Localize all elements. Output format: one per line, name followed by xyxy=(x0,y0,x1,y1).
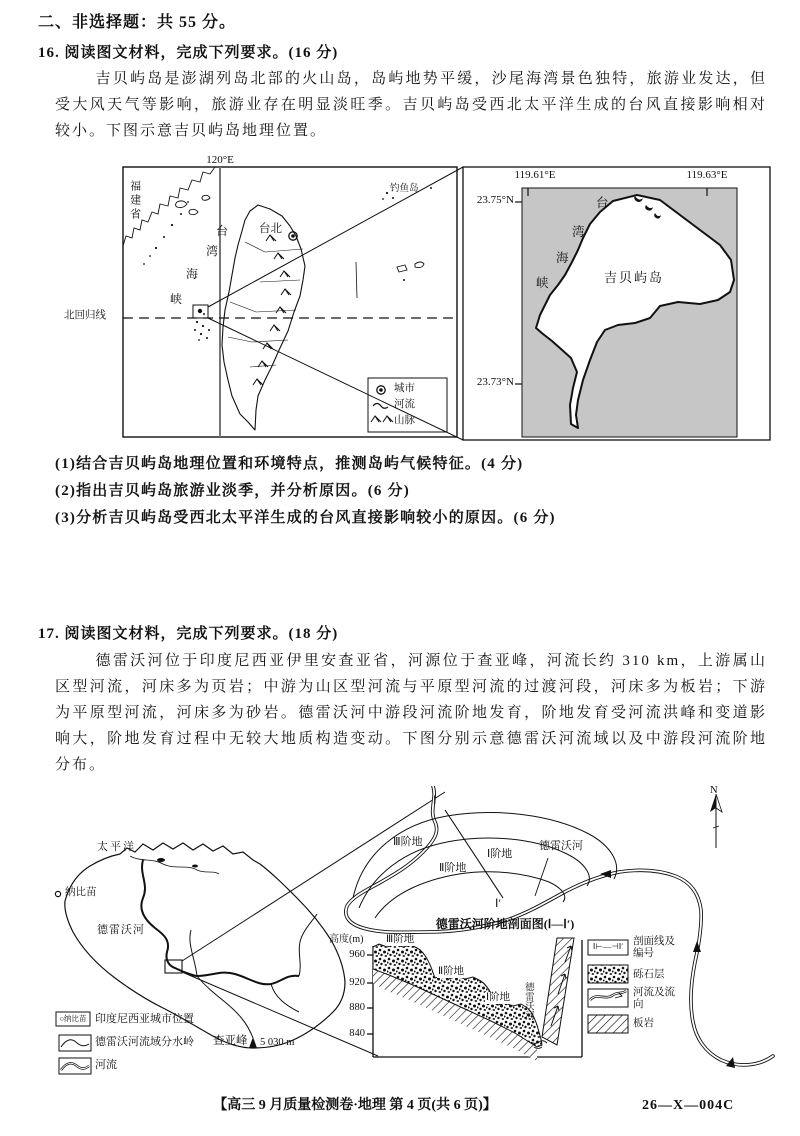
gravel-terraces xyxy=(373,944,542,1047)
strait-char-1: 台 xyxy=(216,224,229,238)
footer-code: 26—X—004C xyxy=(642,1098,735,1113)
jaya-peak-label: 查亚峰 xyxy=(213,1035,248,1047)
section-start-label: Ⅰ xyxy=(433,795,437,807)
tick-880: 880 xyxy=(349,1002,365,1013)
map-terrace-2-label: Ⅱ阶地 xyxy=(439,862,467,874)
inset-strait-char-1: 台 xyxy=(596,196,609,210)
profile-terrace-2-label: Ⅱ阶地 xyxy=(438,966,465,977)
jibei-island-label: 吉贝屿岛 xyxy=(604,270,665,285)
inset-lat-bottom: 23.73°N xyxy=(476,376,514,388)
inset-strait-char-4: 峡 xyxy=(536,276,549,290)
strait-char-3: 海 xyxy=(186,267,199,281)
profile-river-label: 德雷沃河 xyxy=(522,982,533,1020)
river-label-pointer xyxy=(535,858,548,896)
terrace-arcs xyxy=(353,813,617,918)
footer-title: 【高三 9 月质量检测卷·地理 第 4 页(共 6 页)】 xyxy=(213,1098,497,1113)
section-end-label: Ⅰ′ xyxy=(495,898,501,910)
jaya-peak-marker xyxy=(249,1037,257,1048)
inset-lon-right: 119.63°E xyxy=(686,169,728,181)
profile-terrace-1-label: Ⅰ阶地 xyxy=(486,992,511,1003)
q16-number: 16. xyxy=(38,45,60,61)
lon-120e-label: 120°E xyxy=(206,154,234,166)
strait-char-4: 峡 xyxy=(170,292,183,306)
legend-city-symbol-text: ○纳比苗 xyxy=(59,1014,87,1023)
legend-indonesia-city-label: 印度尼西亚城市位置 xyxy=(95,1013,194,1025)
legend-river-label: 河流 xyxy=(394,399,415,410)
q17-material: 德雷沃河位于印度尼西亚伊里安查亚省，河源位于查亚峰，河流长约 310 km，上游属山区型河流，河床多为页岩；中游为山区型河流与平原型河流的过渡河段，河床多为板岩；下游为平原型河流，河床多为砂岩。德雷沃河中游段河流阶地发育，阶地发育受河流洪峰和变道影响大，阶地发育过程中无较大地质构造变动。下图分别示意德雷沃河流域以及中游段河流阶地分布。 xyxy=(55,653,767,773)
legend-section-symbol: Ⅰ⊢—⊣Ⅰ′ xyxy=(592,941,624,951)
legend-mountain-label: 山脉 xyxy=(394,415,415,426)
pacific-label: 太平洋 xyxy=(97,841,136,853)
north-label: N xyxy=(710,785,718,796)
profile-terrace-3-label: Ⅲ阶地 xyxy=(386,934,415,945)
taipei-label: 台北 xyxy=(259,223,282,235)
strait-char-2: 湾 xyxy=(206,244,219,258)
nabire-label: 纳比苗 xyxy=(65,887,97,898)
valley-wall xyxy=(542,938,574,1045)
q16-prompt: 阅读图文材料，完成下列要求。(16 分) xyxy=(64,45,339,61)
q16-figure xyxy=(60,152,775,448)
legend-divide-label: 德雷沃河流域分水岭 xyxy=(95,1036,194,1048)
q16-figure-svg xyxy=(60,152,775,448)
north-arrow xyxy=(710,794,722,848)
tick-840: 840 xyxy=(349,1028,365,1039)
profile-y-label: 高度(m) xyxy=(329,934,364,945)
q16-sub2: (2)指出吉贝屿岛旅游业淡季，并分析原因。(6 分) xyxy=(55,483,410,499)
profile-legend-boxes xyxy=(588,940,628,1033)
legend-river-label-2: 河流 xyxy=(95,1059,117,1071)
q17-prompt-line xyxy=(38,622,338,643)
q17-prompt: 阅读图文材料，完成下列要求。(18 分) xyxy=(64,626,339,642)
derewo-basin-label: 德雷沃河 xyxy=(97,924,145,936)
section-heading: 二、非选择题：共 55 分。 xyxy=(38,14,237,31)
q16-sub3: (3)分析吉贝屿岛受西北太平洋生成的台风直接影响较小的原因。(6 分) xyxy=(55,510,556,526)
legend-flow-label: 河流及流向 xyxy=(633,987,675,1010)
legend-slate-label: 板岩 xyxy=(633,1018,654,1029)
fujian-label: 福建省 xyxy=(128,180,141,222)
q16-sub1: (1)结合吉贝屿岛地理位置和环境特点，推测岛屿气候特征。(4 分) xyxy=(55,456,524,472)
jaya-elevation-label: 5 030 m xyxy=(260,1037,295,1048)
tick-920: 920 xyxy=(349,977,365,988)
inset-lon-left: 119.61°E xyxy=(514,169,556,181)
q17-number: 17. xyxy=(38,626,60,642)
nabire-marker xyxy=(55,891,60,896)
tick-960: 960 xyxy=(349,949,365,960)
map-terrace-1-label: Ⅰ阶地 xyxy=(487,848,513,860)
legend-section-label: 剖面线及编号 xyxy=(633,936,675,959)
legend-gravel-label: 砾石层 xyxy=(633,969,665,980)
legend-city-label: 城市 xyxy=(394,383,415,394)
inset-strait-char-2: 湾 xyxy=(572,225,585,239)
inset-lat-top: 23.75°N xyxy=(476,194,514,206)
profile-title: 德雷沃河阶地剖面图(Ⅰ—Ⅰ′) xyxy=(435,917,575,931)
tropic-label: 北回归线 xyxy=(64,310,106,321)
map-terrace-3-label: Ⅲ阶地 xyxy=(393,836,423,848)
inset-strait-char-3: 海 xyxy=(556,251,569,265)
diaoyu-label: 钓鱼岛 xyxy=(390,184,419,194)
q16-material: 吉贝屿岛是澎湖列岛北部的火山岛，岛屿地势平缓，沙尾海湾景色独特，旅游业发达，但受大风天气等影响，旅游业存在明显淡旺季。吉贝屿岛受西北太平洋生成的台风直接影响相对较小。下图示意吉贝屿岛地理位置。 xyxy=(55,71,767,139)
q16-prompt-line xyxy=(38,41,338,62)
q17-figure xyxy=(45,786,775,1092)
basin-rivers xyxy=(141,860,317,1038)
map-derewo-label: 德雷沃河 xyxy=(539,840,583,852)
